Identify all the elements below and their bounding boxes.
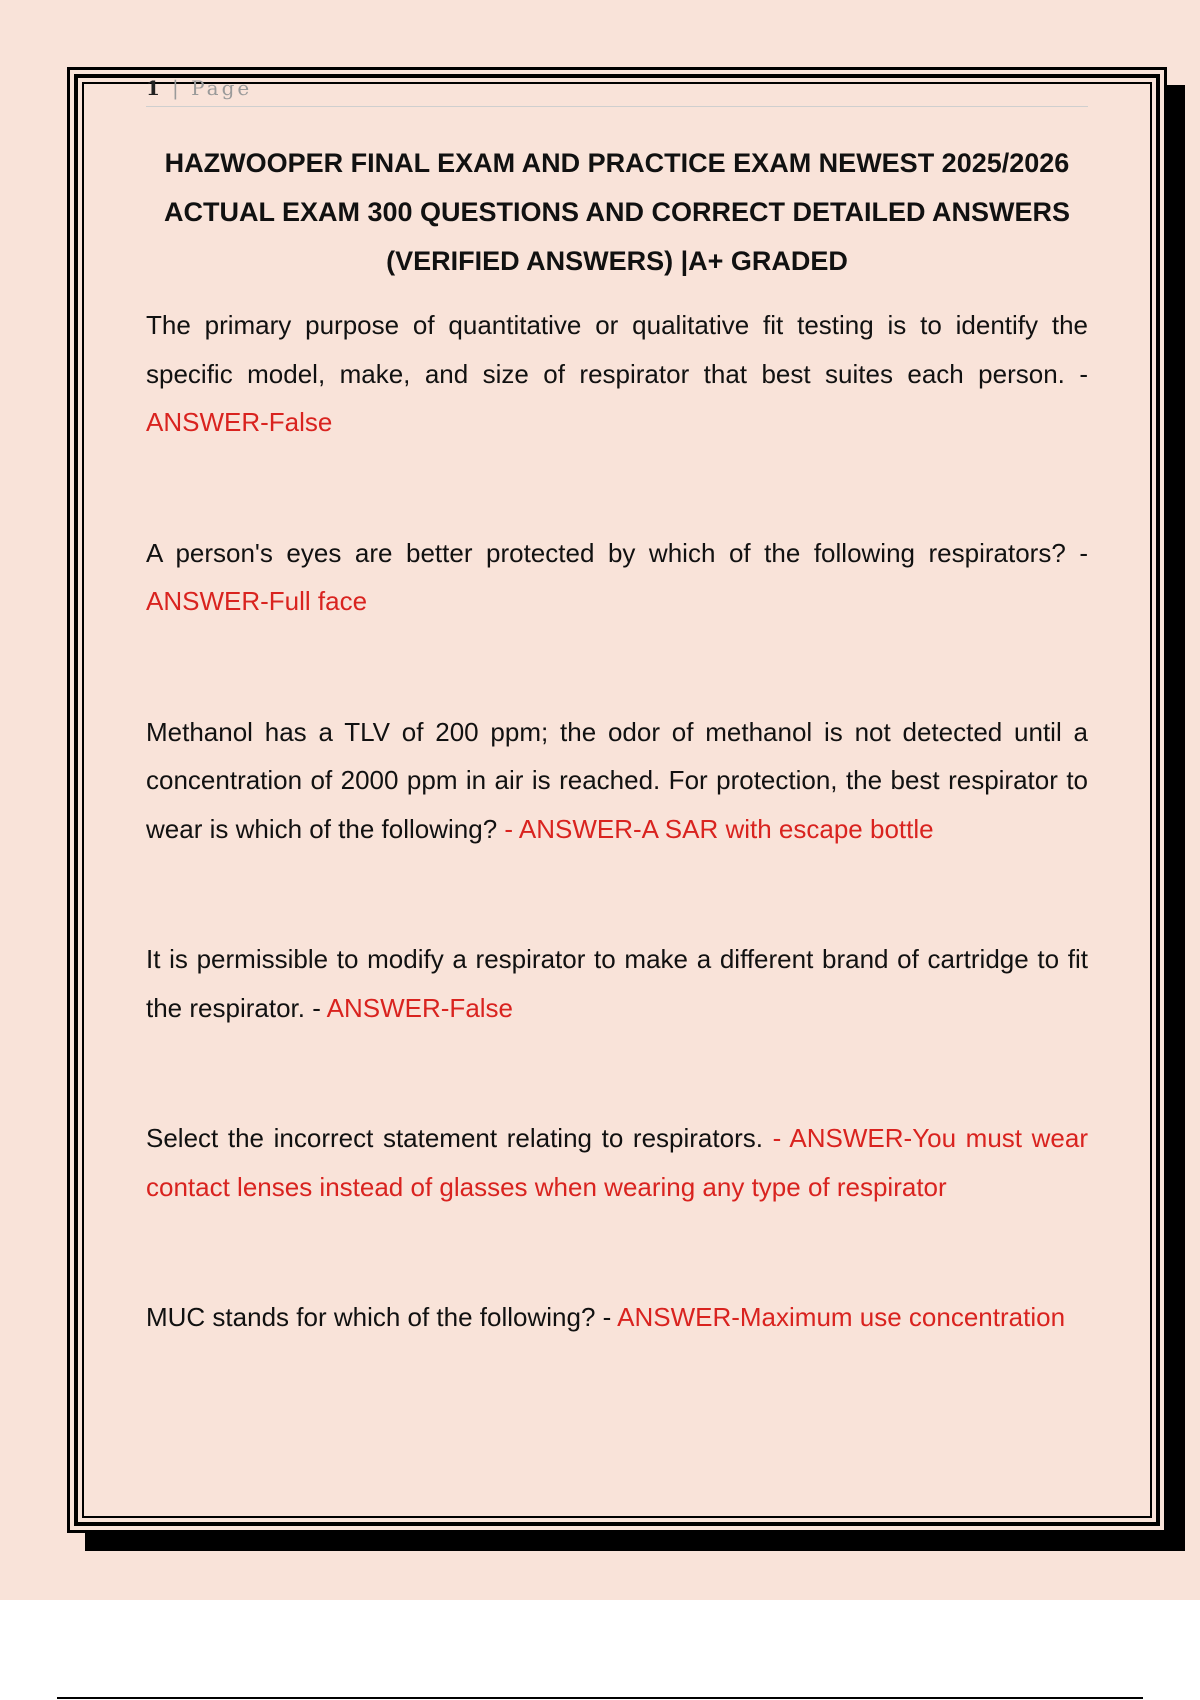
answer-text: ANSWER-Full face [146,586,368,616]
answer-text: - ANSWER-A SAR with escape bottle [504,813,934,844]
question-text: A person's eyes are better protected by which of the following respirators? - [146,537,1088,568]
page-header [146,72,1088,107]
answer-text: ANSWER-False [326,992,514,1023]
page-label: | Page [172,76,253,100]
page-number: 1 [146,76,160,100]
question-item [146,1293,1088,1342]
question-text: Methanol has a TLV of 200 ppm; the odor of methanol is not detected until a concentration of 2000 ppm in air is reached. For protection, the best respirator to wear is which of the following? [146,716,1088,844]
question-item [146,935,1088,1032]
answer-text: ANSWER-Maximum use concentration [617,1302,1066,1332]
question-item [146,301,1088,447]
question-text: It is permissible to modify a respirator to make a different brand of cartridge to fit the respirator. - [146,944,1088,1023]
question-item [146,708,1088,854]
question-item [146,529,1088,626]
question-text: Select the incorrect statement relating to respirators. [146,1123,763,1153]
answer-text: - ANSWER-You must wear contact lenses instead of glasses when wearing any type of respirator [146,1123,1088,1202]
document-content [146,72,1088,1342]
question-item [146,1114,1088,1211]
footer-divider [57,1697,1143,1699]
question-text: The primary purpose of quantitative or qualitative fit testing is to identify the specific model, make, and size of respirator that best suites each person. - [146,310,1088,389]
answer-text: ANSWER-False [146,407,333,437]
document-title: HAZWOOPER FINAL EXAM AND PRACTICE EXAM NEWEST 2025/2026 ACTUAL EXAM 300 QUESTIONS AND CORRECT DETAILED ANSWERS (VERIFIED ANSWERS) |A+ GRADED [163,148,1071,276]
question-text: MUC stands for which of the following? - [146,1302,612,1332]
